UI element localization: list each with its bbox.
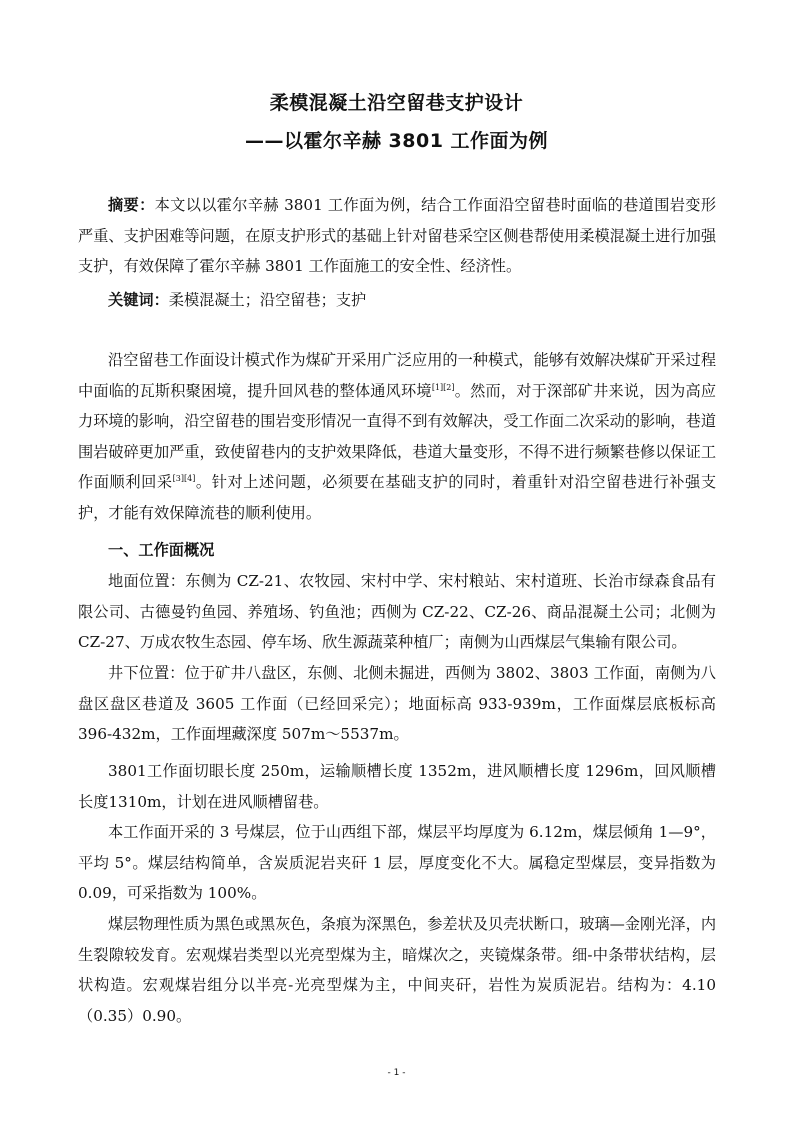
keywords-label: 关键词： [108,291,169,309]
face-length-paragraph: 3801工作面切眼长度 250m，运输顺槽长度 1352m，进风顺槽长度 1296m，回风顺槽长度1310m，计划在进风顺槽留巷。 [78,762,716,811]
abstract-paragraph [78,190,716,282]
intro-text-1: 沿空留巷工作面设计模式作为煤矿开采用广泛应用的一种模式，能够有效解决煤矿开采过程中面临的瓦斯积聚困境，提升回风巷的整体通风环境 [78,351,716,400]
intro-text-3: 。针对上述问题，必须要在基础支护的同时，着重针对沿空留巷进行补强支护，才能有效保障流巷的顺利使用。 [78,473,717,522]
ground-position-paragraph: 地面位置：东侧为 CZ-21、农牧园、宋村中学、宋村粮站、宋村道班、长治市绿森食品有限公司、古德曼钓鱼园、养殖场、钓鱼池；西侧为 CZ-22、CZ-26、商品混凝土公司；北侧为CZ-27、万成农牧生态园、停车场、欣生源蔬菜种植厂；南侧为山西煤层气集输有限公司。 [78,572,716,651]
coal-properties-paragraph: 煤层物理性质为黑色或黑灰色，条痕为深黑色，参差状及贝壳状断口，玻璃—金刚光泽，内生裂隙较发育。宏观煤岩类型以光亮型煤为主，暗煤次之，夹镜煤条带。细-中条带状结构，层状构造。宏观煤岩组分以半亮-光亮型煤为主，中间夹矸，岩性为炭质泥岩。结构为：4.10（0.35）0.90。 [78,915,716,1025]
citation-ref-1-2: [1][2] [431,382,455,392]
citation-ref-3-4: [3][4] [172,473,196,483]
intro-paragraph [78,345,716,528]
abstract-label: 摘要： [108,196,155,214]
intro-text-2: 。然而，对于深部矿井来说，因为高应力环境的影响，沿空留巷的围岩变形情况一直得不到有效解决，受工作面二次采动的影响，巷道围岩破碎更加严重，致使留巷内的支护效果降低，巷道大量变形，不得不进行频繁巷修以保证工作面顺利回采 [78,381,717,491]
paper-title: 柔模混凝土沿空留巷支护设计 [269,92,524,114]
coal-seam-paragraph: 本工作面开采的 3 号煤层，位于山西组下部，煤层平均厚度为 6.12m，煤层倾角 1—9°，平均 5°。煤层结构简单，含炭质泥岩夹矸 1 层，厚度变化不大。属稳定型煤层，变异指数为 0.09，可采指数为 100%。 [78,823,716,902]
paper-subtitle: ——以霍尔辛赫 3801 工作面为例 [244,130,549,152]
keywords-text: 柔模混凝土；沿空留巷；支护 [168,291,367,309]
page-number: - 1 - [387,1068,406,1078]
section-heading: 一、工作面概况 [108,541,215,559]
underground-position-paragraph: 井下位置：位于矿井八盘区，东侧、北侧未掘进，西侧为 3802、3803 工作面，南侧为八盘区盘区巷道及 3605 工作面（已经回采完）；地面标高 933-939m，工作面煤层底板标高396-432m，工作面埋藏深度 507m～5537m。 [78,664,716,743]
abstract-text: 本文以以霍尔辛赫 3801 工作面为例，结合工作面沿空留巷时面临的巷道围岩变形严重、支护困难等问题，在原支护形式的基础上针对留巷采空区侧巷帮使用柔模混凝土进行加强支护，有效保障了霍尔辛赫 3801 工作面施工的安全性、经济性。 [78,196,717,275]
keywords-paragraph [78,285,716,316]
